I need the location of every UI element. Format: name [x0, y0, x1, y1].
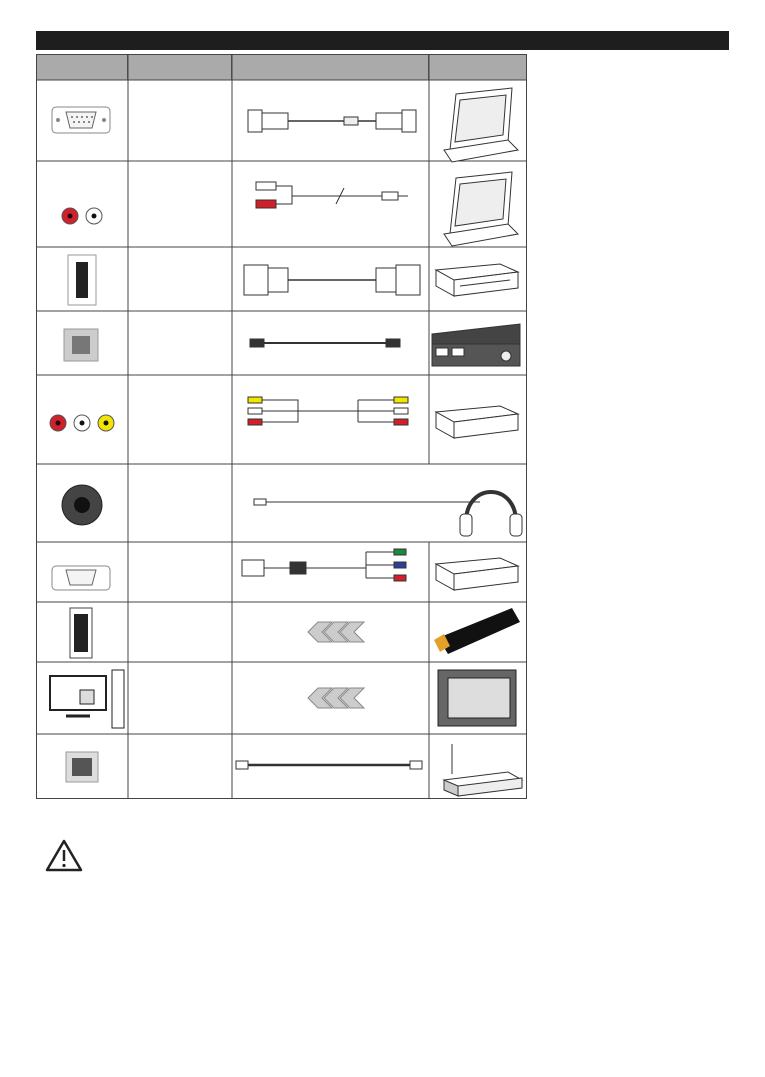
ci-slot-icon — [50, 670, 124, 728]
warning-triangle-icon — [44, 838, 84, 874]
optical-cable-icon — [250, 339, 400, 347]
connection-table — [36, 54, 527, 799]
laptop-icon — [444, 88, 518, 162]
usb-port-icon — [70, 608, 92, 658]
headphone-cable-icon — [254, 499, 480, 505]
vga-cable-icon — [248, 110, 416, 132]
hdmi-cable-icon — [244, 265, 420, 295]
ethernet-port-icon — [66, 752, 98, 782]
av-rca-port-icon — [50, 415, 114, 431]
audio-amplifier-icon — [432, 324, 520, 366]
set-top-box-icon — [436, 406, 518, 438]
usb-stick-icon — [434, 608, 520, 654]
insert-arrows-icon — [308, 622, 364, 642]
headphone-jack-icon — [62, 485, 102, 525]
lan-cable-icon — [236, 761, 422, 769]
router-icon — [444, 744, 522, 796]
headphones-icon — [460, 492, 522, 536]
insert-arrows-icon — [308, 688, 364, 708]
pc-audio-port-icon — [62, 208, 102, 224]
cam-module-icon — [438, 670, 516, 726]
hdmi-port-icon — [68, 255, 96, 305]
audio-y-cable-icon — [256, 182, 408, 208]
table-graphics — [36, 54, 527, 799]
ypbpr-vga-port-icon — [52, 566, 110, 590]
vga-port-icon — [52, 107, 110, 133]
set-top-box-icon — [436, 558, 518, 590]
laptop-icon — [444, 172, 518, 246]
av-rca-cable-icon — [248, 397, 408, 425]
set-top-box-icon — [436, 264, 518, 296]
vga-to-component-cable-icon — [242, 549, 406, 581]
section-title-bar — [36, 31, 729, 50]
spdif-optical-port-icon — [64, 329, 98, 361]
